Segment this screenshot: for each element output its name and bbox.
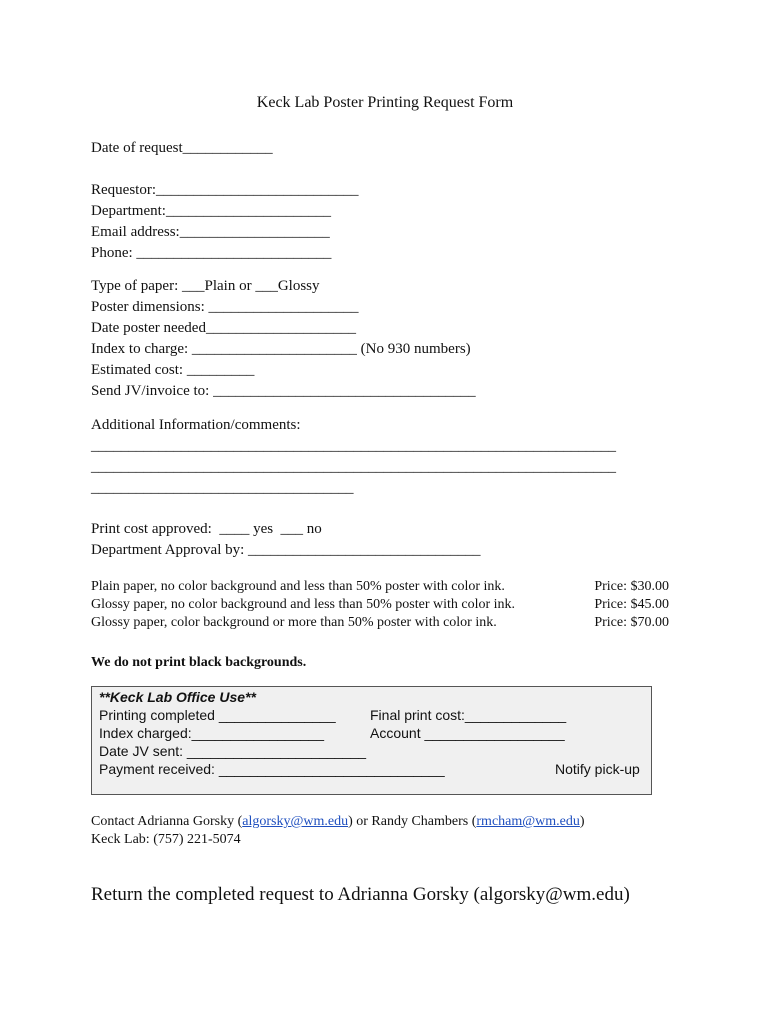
final-print-cost-field: Final print cost:_____________: [370, 707, 567, 723]
estimated-cost-field: Estimated cost: _________: [91, 362, 255, 378]
notify-pickup-label: Notify pick-up: [555, 761, 640, 777]
printing-completed-field: Printing completed _______________: [99, 707, 336, 723]
send-jv-field: Send JV/invoice to: ___________________________________: [91, 383, 476, 399]
price-description: Plain paper, no color background and less than 50% poster with color ink.: [91, 579, 505, 594]
requestor-field: Requestor:___________________________: [91, 182, 359, 198]
keck-lab-phone: Keck Lab: (757) 221-5074: [91, 832, 241, 847]
contact-middle: ) or Randy Chambers (: [348, 814, 477, 829]
form-title: Keck Lab Poster Printing Request Form: [256, 94, 514, 111]
date-needed-field: Date poster needed____________________: [91, 320, 356, 336]
price-description: Glossy paper, color background or more than 50% poster with color ink.: [91, 615, 497, 630]
poster-dimensions-field: Poster dimensions: ____________________: [91, 299, 359, 315]
email-link-gorsky[interactable]: algorsky@wm.edu: [242, 814, 349, 829]
price-value: Price: $45.00: [594, 597, 669, 612]
price-value: Price: $70.00: [594, 615, 669, 630]
payment-received-field: Payment received: _____________________________: [99, 761, 445, 777]
black-background-note: We do not print black backgrounds.: [91, 655, 307, 670]
date-jv-sent-field: Date JV sent: _______________________: [99, 743, 367, 759]
index-to-charge-field: Index to charge: ______________________ (No 930 numbers): [91, 341, 471, 357]
account-field: Account __________________: [370, 725, 565, 741]
price-value: Price: $30.00: [594, 579, 669, 594]
additional-info-label: Additional Information/comments:: [91, 417, 301, 433]
department-field: Department:______________________: [91, 203, 331, 219]
contact-suffix: ): [579, 814, 585, 829]
contact-line: [91, 813, 585, 831]
price-description: Glossy paper, no color background and less than 50% poster with color ink.: [91, 597, 516, 612]
paper-type-field: Type of paper: ___Plain or ___Glossy: [91, 278, 320, 294]
email-link-chambers[interactable]: rmcham@wm.edu: [476, 814, 580, 829]
contact-prefix: Contact Adrianna Gorsky (: [91, 814, 243, 829]
cost-approved-field: Print cost approved: ____ yes ___ no: [91, 521, 322, 537]
phone-field: Phone: __________________________: [91, 245, 332, 261]
index-charged-field: Index charged:_________________: [99, 725, 324, 741]
office-use-heading: **Keck Lab Office Use**: [99, 689, 256, 705]
department-approval-field: Department Approval by: _______________________________: [91, 542, 481, 558]
date-of-request-field: Date of request____________: [91, 140, 273, 156]
comment-line: ___________________________________: [91, 480, 354, 496]
email-field: Email address:____________________: [91, 224, 330, 240]
return-instructions: Return the completed request to Adrianna Gorsky (algorsky@wm.edu): [91, 884, 630, 905]
comment-line: ______________________________________________________________________: [91, 459, 616, 475]
office-use-box: [91, 686, 652, 795]
comment-line: ______________________________________________________________________: [91, 438, 616, 454]
